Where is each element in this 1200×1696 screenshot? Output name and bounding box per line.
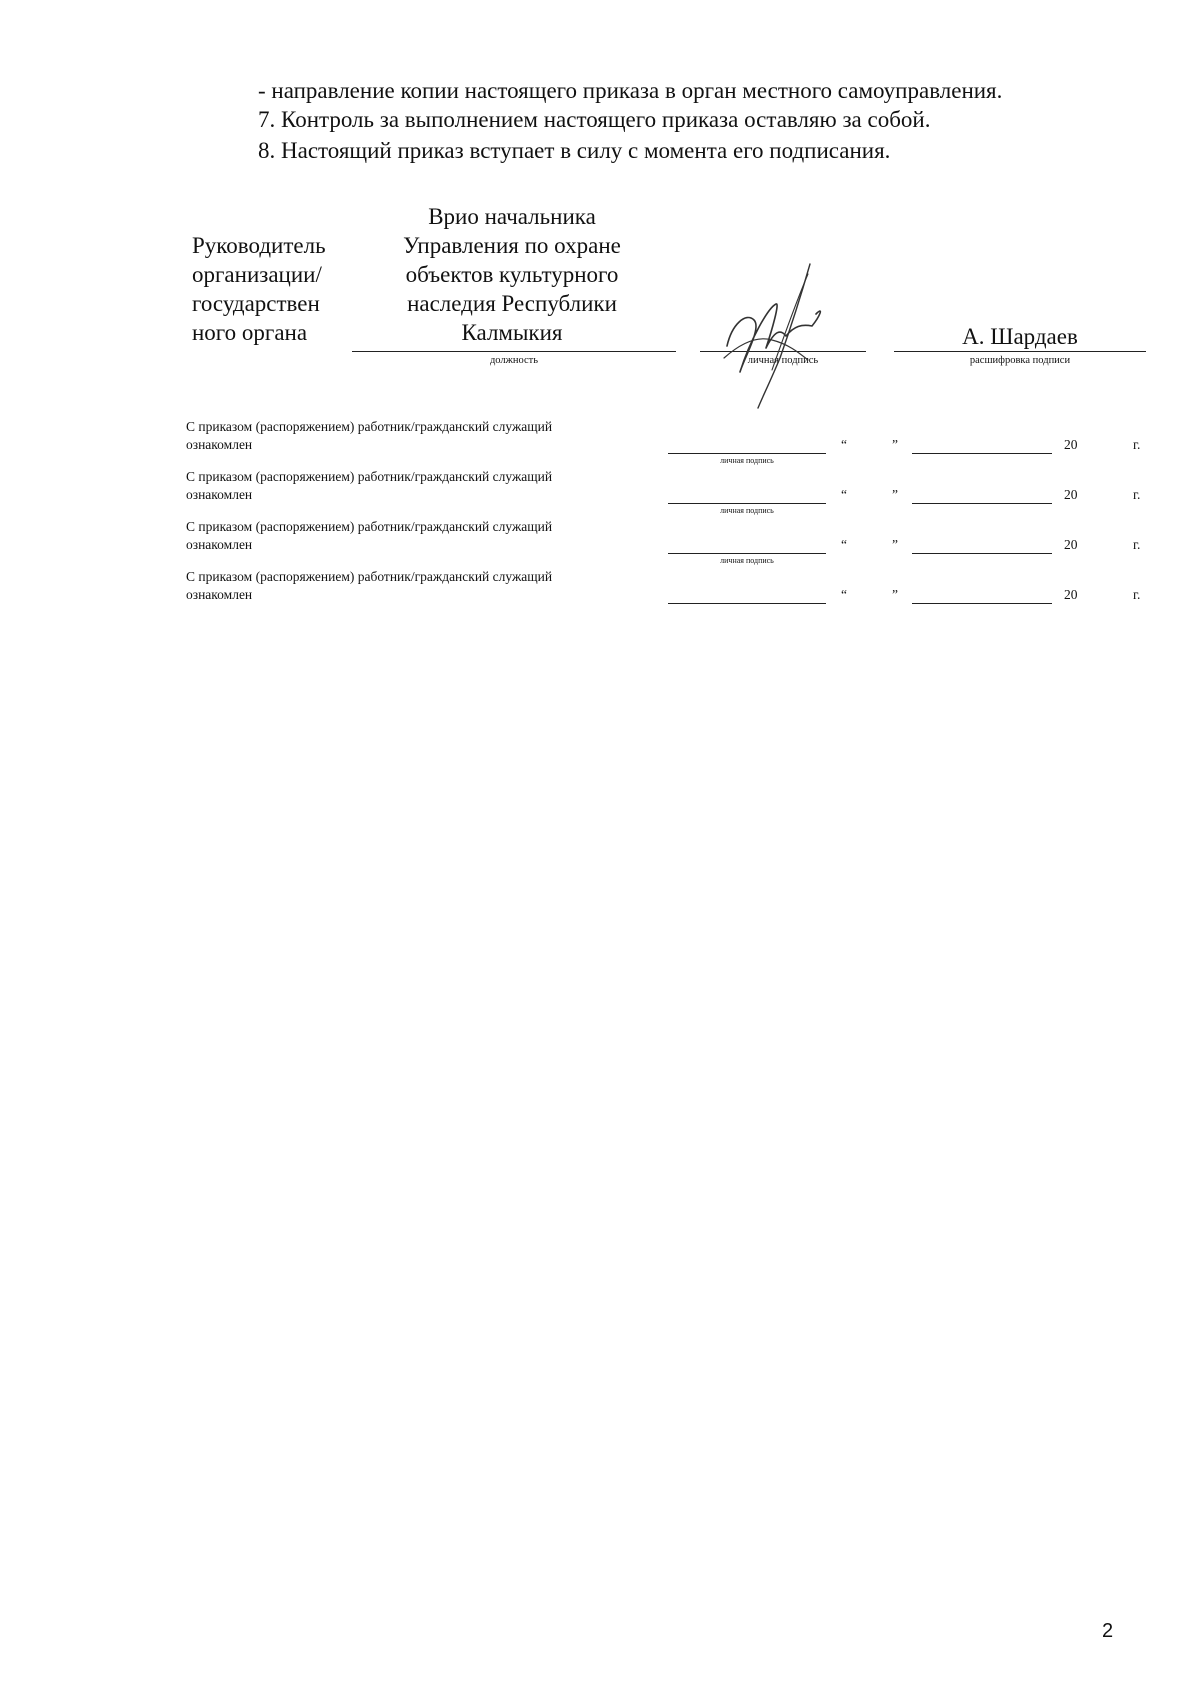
ack-date-field[interactable] bbox=[912, 553, 1052, 554]
ack-text-line2: ознакомлен bbox=[186, 437, 253, 452]
body-line-effective: 8. Настоящий приказ вступает в силу с момента его подписания. bbox=[258, 138, 891, 163]
position-caption: должность bbox=[489, 355, 539, 366]
ack-signature-caption: личная подпись bbox=[720, 556, 774, 565]
name-underline bbox=[894, 351, 1146, 352]
ack-open-quote: “ bbox=[841, 487, 847, 502]
ack-year-suffix: г. bbox=[1133, 437, 1141, 452]
ack-text-line1: С приказом (распоряжением) работник/гражданский служащий bbox=[186, 519, 553, 534]
ack-signature-caption: личная подпись bbox=[720, 456, 774, 465]
ack-text-line2: ознакомлен bbox=[186, 487, 253, 502]
position-line: наследия Республики bbox=[407, 291, 617, 316]
body-line-copy-direction: - направление копии настоящего приказа в орган местного самоуправления. bbox=[258, 78, 1003, 103]
ack-close-quote: ” bbox=[892, 537, 898, 552]
position-line: объектов культурного bbox=[405, 262, 619, 287]
position-line: Врио начальника bbox=[428, 204, 596, 229]
position-title bbox=[362, 202, 662, 347]
ack-text-line2: ознакомлен bbox=[186, 587, 253, 602]
role-label-line: ного органа bbox=[192, 320, 308, 345]
role-label-line: государствен bbox=[192, 291, 320, 316]
handwritten-signature bbox=[722, 262, 842, 410]
ack-year-suffix: г. bbox=[1133, 487, 1141, 502]
ack-text-line2: ознакомлен bbox=[186, 537, 253, 552]
ack-text-line1: С приказом (распоряжением) работник/гражданский служащий bbox=[186, 469, 553, 484]
ack-open-quote: “ bbox=[841, 537, 847, 552]
ack-year-suffix: г. bbox=[1133, 587, 1141, 602]
ack-open-quote: “ bbox=[841, 437, 847, 452]
ack-close-quote: ” bbox=[892, 437, 898, 452]
ack-signature-caption: личная подпись bbox=[720, 506, 774, 515]
ack-signature-field[interactable] bbox=[668, 503, 826, 504]
ack-date-field[interactable] bbox=[912, 453, 1052, 454]
ack-signature-field[interactable] bbox=[668, 553, 826, 554]
ack-close-quote: ” bbox=[892, 487, 898, 502]
ack-date-field[interactable] bbox=[912, 603, 1052, 604]
role-label-line: организации/ bbox=[192, 262, 322, 287]
ack-signature-field[interactable] bbox=[668, 603, 826, 604]
ack-year-prefix: 20 bbox=[1064, 437, 1078, 452]
signer-name: А. Шардаев bbox=[962, 324, 1078, 349]
ack-year-prefix: 20 bbox=[1064, 487, 1078, 502]
ack-year-suffix: г. bbox=[1133, 537, 1141, 552]
role-label-line: Руководитель bbox=[192, 233, 326, 258]
ack-signature-field[interactable] bbox=[668, 453, 826, 454]
position-underline bbox=[352, 351, 676, 352]
name-caption: расшифровка подписи bbox=[969, 355, 1071, 366]
ack-year-prefix: 20 bbox=[1064, 587, 1078, 602]
page-number: 2 bbox=[1102, 1620, 1114, 1642]
role-label bbox=[192, 231, 326, 347]
ack-close-quote: ” bbox=[892, 587, 898, 602]
position-line: Управления по охране bbox=[403, 233, 621, 258]
position-line: Калмыкия bbox=[461, 320, 563, 345]
ack-text-line1: С приказом (распоряжением) работник/гражданский служащий bbox=[186, 419, 553, 434]
ack-text-line1: С приказом (распоряжением) работник/гражданский служащий bbox=[186, 569, 553, 584]
ack-open-quote: “ bbox=[841, 587, 847, 602]
ack-date-field[interactable] bbox=[912, 503, 1052, 504]
body-line-control: 7. Контроль за выполнением настоящего приказа оставляю за собой. bbox=[258, 107, 931, 132]
signature-caption: личная подпись bbox=[747, 355, 819, 366]
ack-year-prefix: 20 bbox=[1064, 537, 1078, 552]
